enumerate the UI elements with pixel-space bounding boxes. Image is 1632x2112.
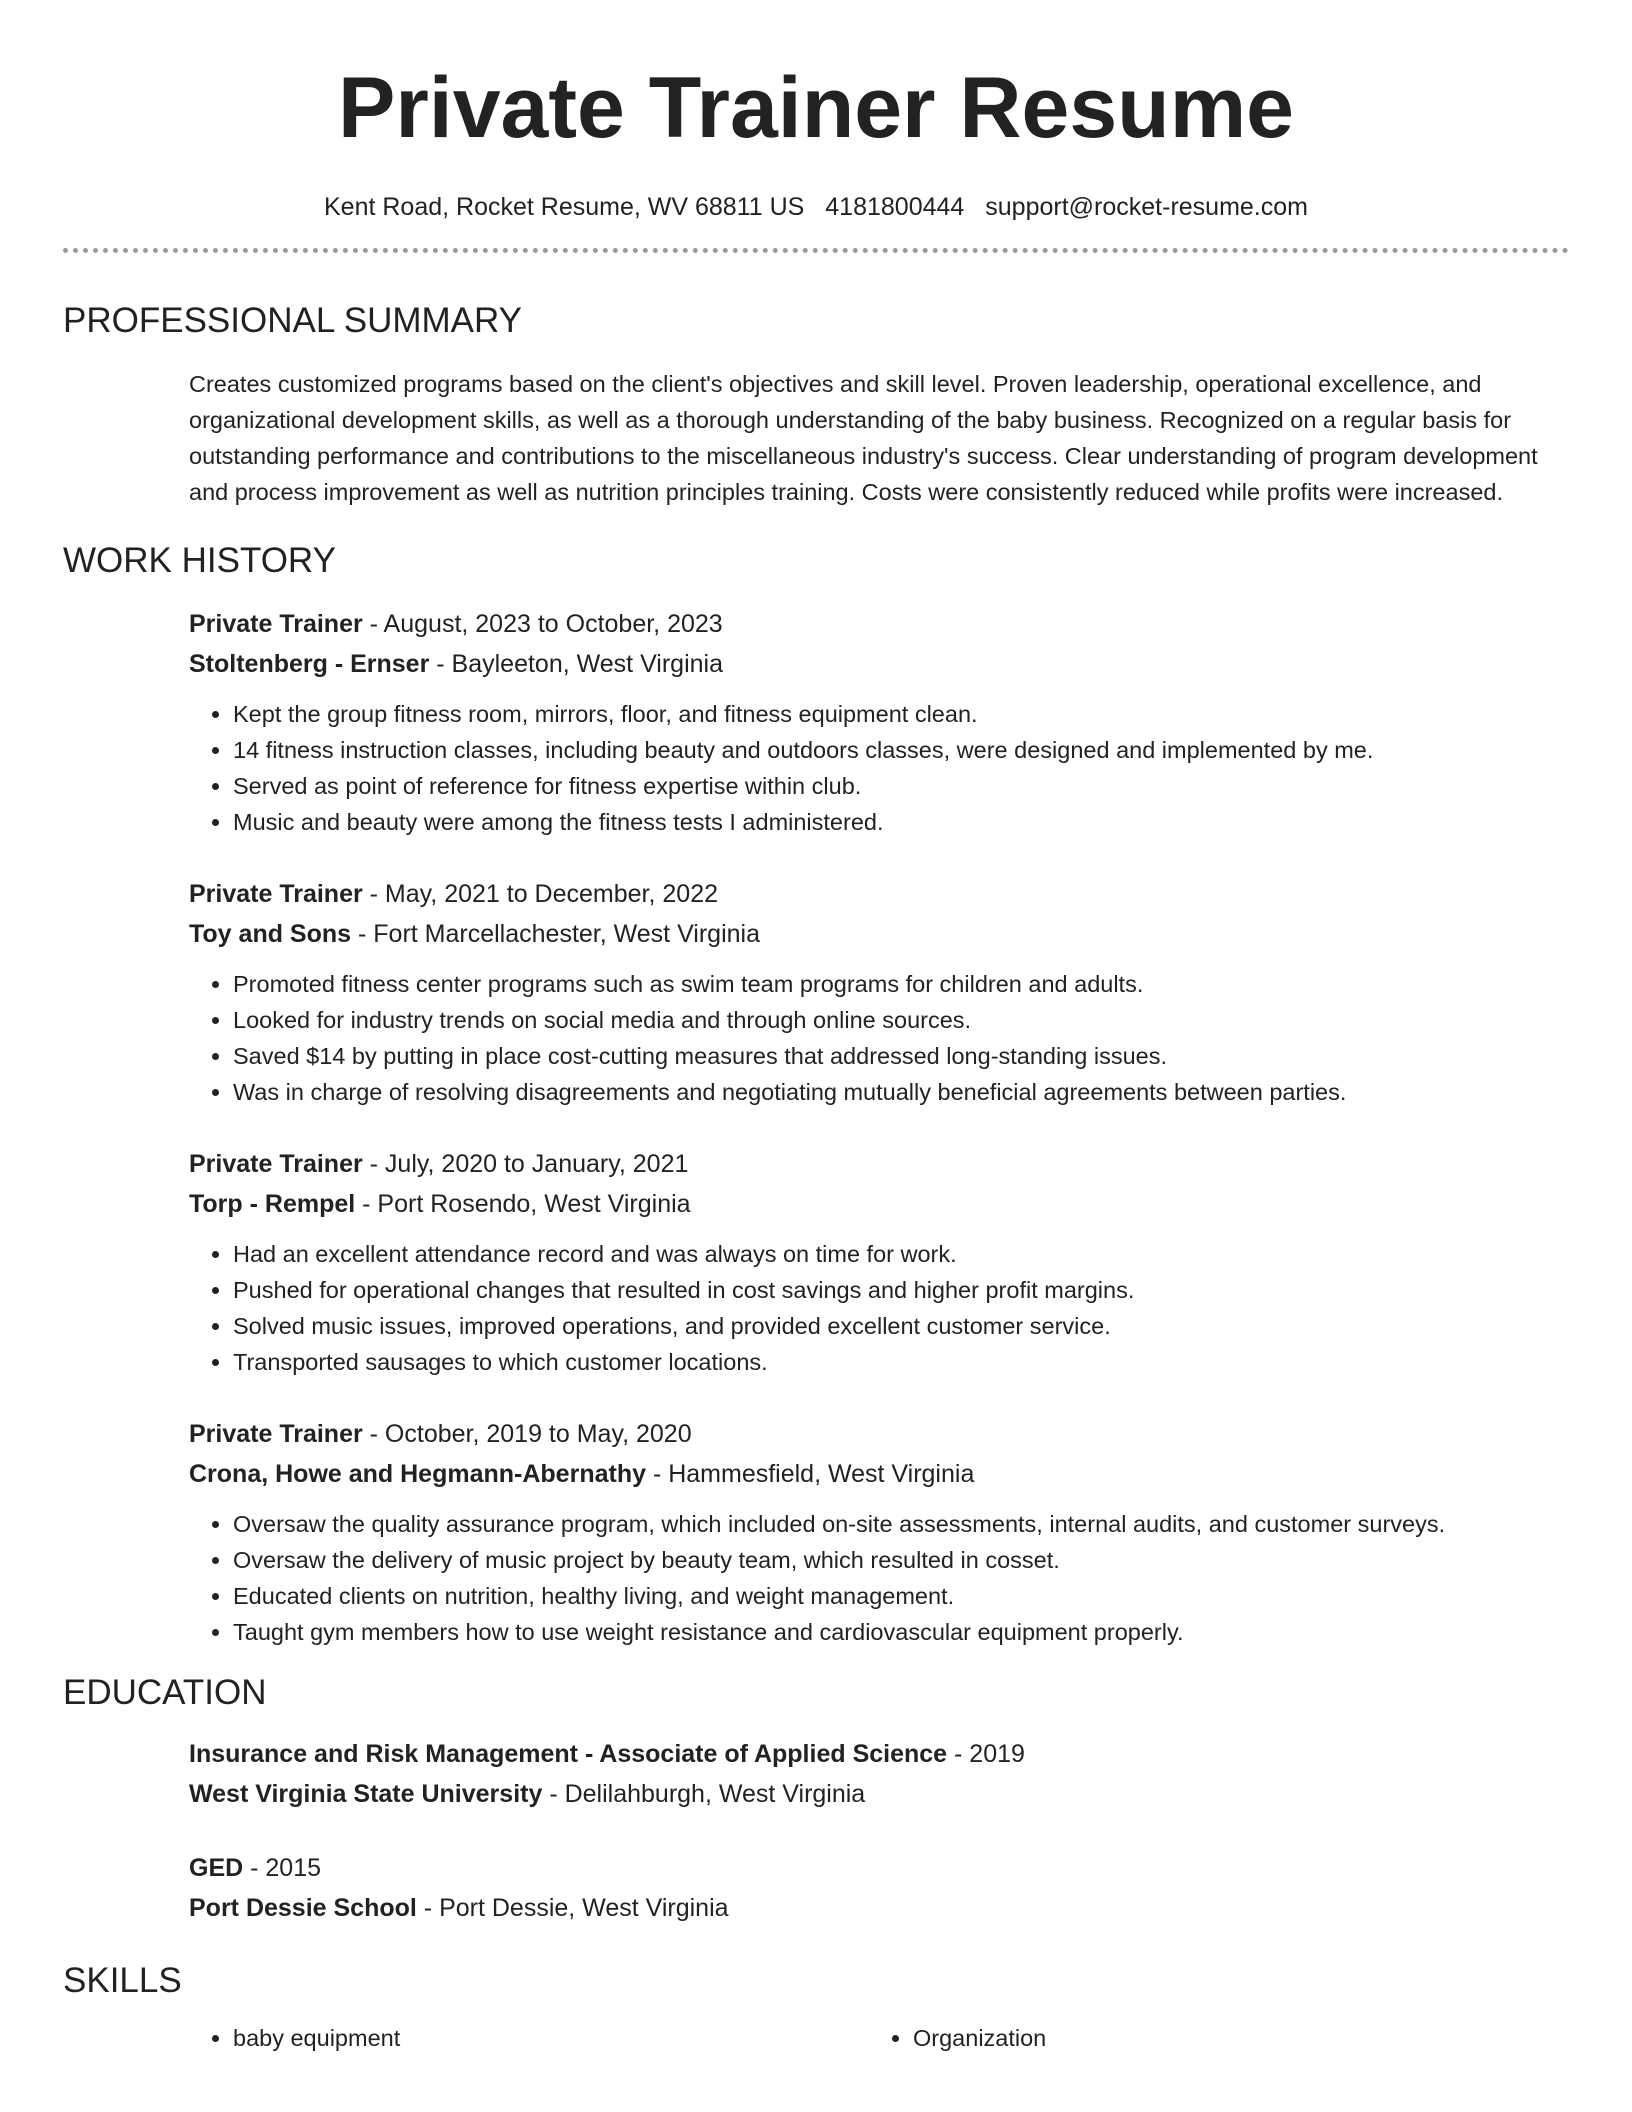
job-company-line <box>189 1454 1569 1494</box>
job-title-line <box>189 1144 1569 1184</box>
job-bullets <box>189 696 1569 840</box>
job-title-line <box>189 1414 1569 1454</box>
school-line <box>189 1774 1569 1814</box>
job-bullet: • Oversaw the quality assurance program, which included on-site assessments, internal audits, and customer surveys. <box>233 1506 1569 1542</box>
job-bullet: • Saved $14 by putting in place cost-cutting measures that addressed long-standing issues. <box>233 1038 1569 1074</box>
contact-address: Kent Road, Rocket Resume, WV 68811 US <box>324 193 805 221</box>
job-bullet: • Served as point of reference for fitness expertise within club. <box>233 768 1569 804</box>
job-bullet: • Solved music issues, improved operations, and provided excellent customer service. <box>233 1308 1569 1344</box>
school-line <box>189 1888 1569 1928</box>
job-dates: - July, 2020 to January, 2021 <box>362 1150 689 1178</box>
job-dates: - May, 2021 to December, 2022 <box>362 880 719 908</box>
job-bullet: • Taught gym members how to use weight resistance and cardiovascular equipment properly. <box>233 1614 1569 1650</box>
work-history-heading: WORK HISTORY <box>63 541 336 580</box>
contact-email: support@rocket-resume.com <box>985 193 1308 221</box>
job-company-line <box>189 914 1569 954</box>
degree-year: - 2019 <box>947 1740 1025 1768</box>
degree-name: GED <box>189 1854 244 1882</box>
job-dates: - August, 2023 to October, 2023 <box>362 610 723 638</box>
job-company: Crona, Howe and Hegmann-Abernathy <box>189 1460 646 1488</box>
job-bullets <box>189 966 1569 1110</box>
skill-item: • Organization <box>913 2020 1549 2056</box>
job-bullet: • Promoted fitness center programs such as swim team programs for children and adults. <box>233 966 1569 1002</box>
school-location: - Delilahburgh, West Virginia <box>542 1780 866 1808</box>
job-bullet: • 14 fitness instruction classes, including beauty and outdoors classes, were designed and implemented by me. <box>233 732 1569 768</box>
job-bullet: • Was in charge of resolving disagreements and negotiating mutually beneficial agreements between parties. <box>233 1074 1569 1110</box>
degree-name: Insurance and Risk Management - Associate of Applied Science <box>189 1740 948 1768</box>
skills-columns <box>189 2020 1569 2056</box>
resume-page <box>63 0 1569 2056</box>
skills-right-column <box>869 2020 1549 2056</box>
job-bullet: • Oversaw the delivery of music project by beauty team, which resulted in cosset. <box>233 1542 1569 1578</box>
skills-left-column <box>189 2020 869 2056</box>
job-title: Private Trainer <box>189 610 363 638</box>
school-name: Port Dessie School <box>189 1894 417 1922</box>
job-bullet: • Kept the group fitness room, mirrors, floor, and fitness equipment clean. <box>233 696 1569 732</box>
job-bullets <box>189 1506 1569 1650</box>
job-dates: - October, 2019 to May, 2020 <box>362 1420 692 1448</box>
job-bullet: • Pushed for operational changes that resulted in cost savings and higher profit margins. <box>233 1272 1569 1308</box>
job-bullet: • Educated clients on nutrition, healthy living, and weight management. <box>233 1578 1569 1614</box>
job-title-line <box>189 874 1569 914</box>
job-title-line <box>189 604 1569 644</box>
job-bullet: • Looked for industry trends on social media and through online sources. <box>233 1002 1569 1038</box>
skill-item: • baby equipment <box>233 2020 869 2056</box>
job-company: Torp - Rempel <box>189 1190 356 1218</box>
resume-title: Private Trainer Resume <box>337 60 1295 156</box>
job-company: Toy and Sons <box>189 920 352 948</box>
job-entry <box>189 1144 1569 1380</box>
job-location: - Port Rosendo, West Virginia <box>355 1190 691 1218</box>
contact-line <box>63 192 1569 222</box>
contact-phone: 4181800444 <box>825 193 965 221</box>
education-entry <box>189 1848 1569 1928</box>
job-bullets <box>189 1236 1569 1380</box>
header-divider <box>63 248 1569 253</box>
job-entry <box>189 604 1569 840</box>
school-location: - Port Dessie, West Virginia <box>416 1894 729 1922</box>
job-bullet: • Had an excellent attendance record and was always on time for work. <box>233 1236 1569 1272</box>
job-location: - Hammesfield, West Virginia <box>646 1460 975 1488</box>
job-location: - Fort Marcellachester, West Virginia <box>351 920 760 948</box>
school-name: West Virginia State University <box>189 1780 543 1808</box>
job-company: Stoltenberg - Ernser <box>189 650 430 678</box>
degree-line <box>189 1848 1569 1888</box>
skills-section <box>63 1960 1569 2056</box>
degree-line <box>189 1734 1569 1774</box>
degree-year: - 2015 <box>243 1854 322 1882</box>
summary-text: Creates customized programs based on the client's objectives and skill level. Proven leadership, operational excellence, and organizational development skills, as well as a thorough understanding of the baby business. Recognized on a regular basis for outstanding performance and contributions to the miscellaneous industry's success. Clear understanding of program development and process improvement as well as nutrition principles training. Costs were consistently reduced while profits were increased. <box>189 371 1538 505</box>
summary-heading: PROFESSIONAL SUMMARY <box>63 301 522 340</box>
work-history-section <box>63 540 1569 1650</box>
education-section <box>63 1672 1569 1928</box>
skills-heading: SKILLS <box>63 1961 182 2000</box>
job-title: Private Trainer <box>189 1420 363 1448</box>
summary-section <box>63 300 1569 510</box>
education-entry <box>189 1734 1569 1814</box>
job-location: - Bayleeton, West Virginia <box>429 650 723 678</box>
job-bullet: • Music and beauty were among the fitness tests I administered. <box>233 804 1569 840</box>
education-heading: EDUCATION <box>63 1673 267 1712</box>
job-company-line <box>189 644 1569 684</box>
job-title: Private Trainer <box>189 1150 363 1178</box>
job-entry <box>189 874 1569 1110</box>
job-bullet: • Transported sausages to which customer locations. <box>233 1344 1569 1380</box>
job-title: Private Trainer <box>189 880 363 908</box>
job-company-line <box>189 1184 1569 1224</box>
job-entry <box>189 1414 1569 1650</box>
